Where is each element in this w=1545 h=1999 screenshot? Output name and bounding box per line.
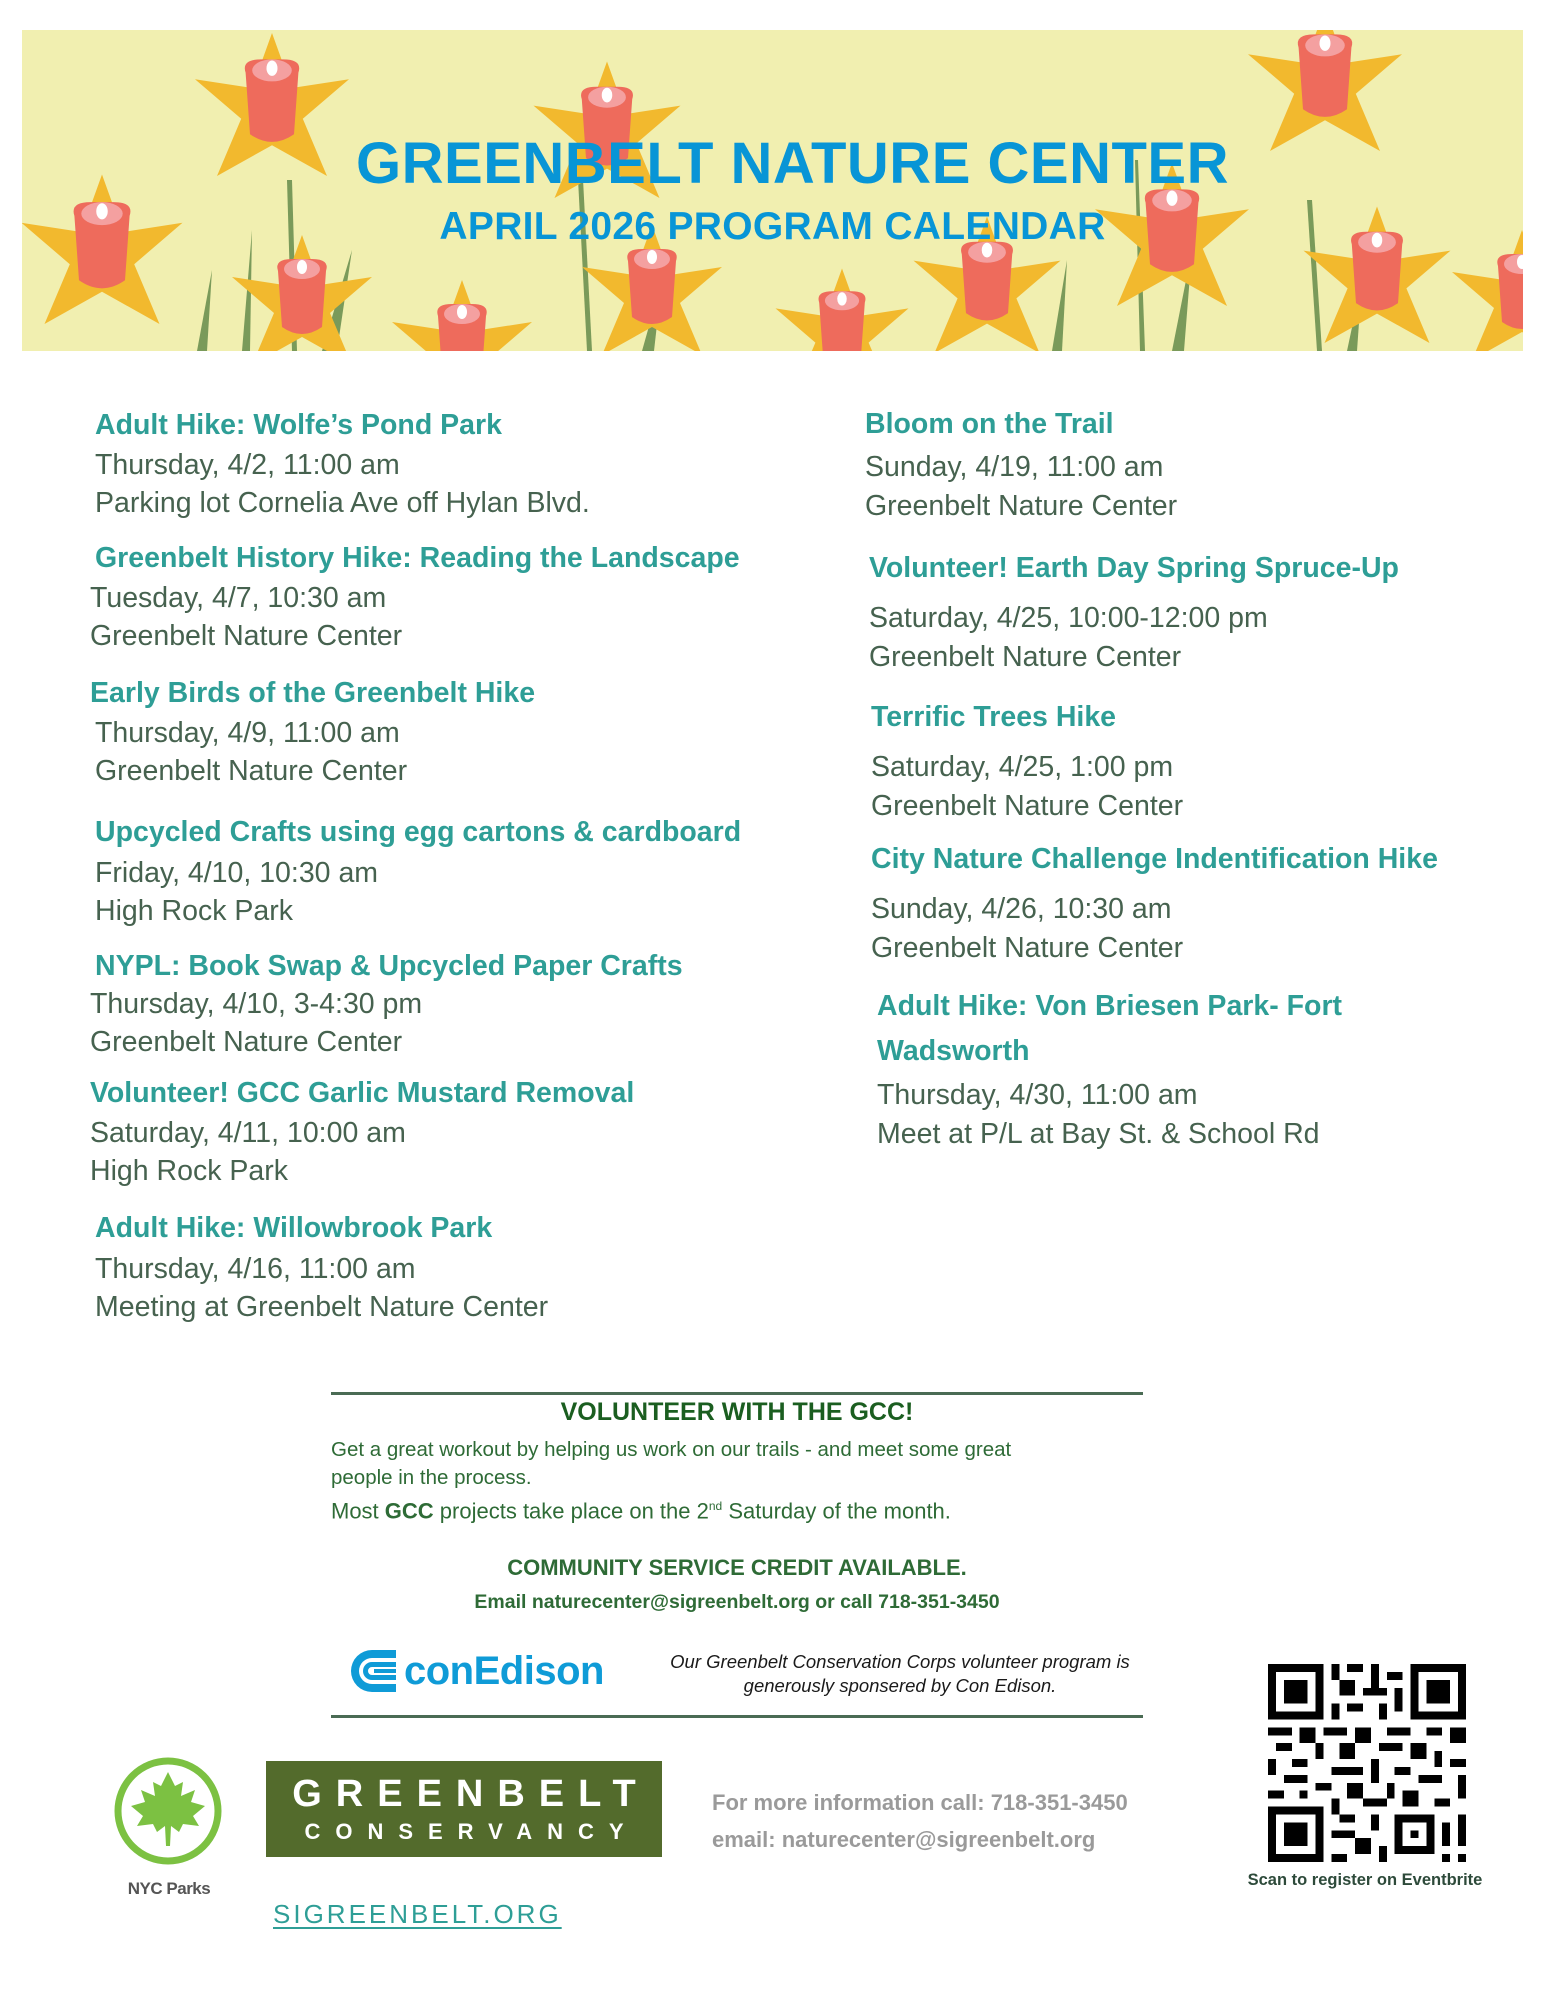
- event-location: Greenbelt Nature Center: [871, 932, 1184, 964]
- qr-code-icon[interactable]: [1268, 1664, 1466, 1862]
- event-title: Upcycled Crafts using egg cartons & cardboard: [95, 816, 742, 848]
- event-location: Greenbelt Nature Center: [90, 620, 403, 652]
- info-phone: For more information call: 718-351-3450: [712, 1790, 1128, 1815]
- info-email: email: naturecenter@sigreenbelt.org: [712, 1827, 1096, 1852]
- logo-line-2: CONSERVANCY: [304, 1819, 639, 1844]
- coned-wordmark: conEdison: [404, 1648, 604, 1693]
- event-title: NYPL: Book Swap & Upcycled Paper Crafts: [95, 950, 683, 982]
- event-location: High Rock Park: [90, 1155, 288, 1187]
- nyc-parks-leaf-icon: [113, 1756, 223, 1866]
- event-date: Thursday, 4/2, 11:00 am: [95, 449, 400, 481]
- header-banner: [22, 30, 1523, 351]
- event-title: Adult Hike: Willowbrook Park: [95, 1212, 493, 1244]
- event-date: Thursday, 4/9, 11:00 am: [95, 717, 400, 749]
- gcc-bold: GCC: [384, 1498, 434, 1524]
- sponsor-line-2: generously sponsered by Con Edison.: [743, 1675, 1057, 1696]
- page-title: GREENBELT NATURE CENTER: [356, 131, 1229, 196]
- event-title: Early Birds of the Greenbelt Hike: [90, 677, 536, 709]
- event-location: Parking lot Cornelia Ave off Hylan Blvd.: [95, 487, 590, 519]
- event-date: Saturday, 4/25, 10:00-12:00 pm: [869, 602, 1268, 634]
- divider: [331, 1715, 1143, 1718]
- event-date: Friday, 4/10, 10:30 am: [95, 857, 379, 889]
- event-location: Greenbelt Nature Center: [865, 490, 1178, 522]
- sponsor-note: [630, 1650, 1170, 1698]
- greenbelt-conservancy-logo: [266, 1761, 662, 1857]
- volunteer-text-3: [331, 1492, 1151, 1525]
- event-location: Greenbelt Nature Center: [871, 790, 1184, 822]
- event-title: Volunteer! GCC Garlic Mustard Removal: [90, 1077, 635, 1109]
- event-location: Meet at P/L at Bay St. & School Rd: [877, 1118, 1320, 1150]
- event-date: Sunday, 4/19, 11:00 am: [865, 451, 1164, 483]
- event-location: Meeting at Greenbelt Nature Center: [95, 1291, 549, 1323]
- coned-c-icon: [346, 1648, 398, 1694]
- coned-logo: [346, 1648, 604, 1694]
- qr-caption: Scan to register on Eventbrite: [1247, 1871, 1483, 1889]
- event-location: Greenbelt Nature Center: [95, 755, 408, 787]
- event-location: Greenbelt Nature Center: [90, 1026, 403, 1058]
- event-title-continued: Wadsworth: [877, 1035, 1030, 1067]
- page-subtitle: APRIL 2026 PROGRAM CALENDAR: [439, 205, 1106, 248]
- event-title: Adult Hike: Von Briesen Park- Fort: [877, 990, 1343, 1022]
- event-location: High Rock Park: [95, 895, 293, 927]
- sponsor-line-1: Our Greenbelt Conservation Corps volunteer program is: [670, 1651, 1130, 1672]
- nyc-parks-label: NYC Parks: [127, 1879, 211, 1898]
- volunteer-text-1: Get a great workout by helping us work on our trails - and meet some great: [331, 1438, 1012, 1461]
- event-title: Greenbelt History Hike: Reading the Landscape: [95, 542, 740, 574]
- event-title: Bloom on the Trail: [865, 408, 1114, 440]
- event-title: City Nature Challenge Indentification Hike: [871, 843, 1438, 875]
- event-date: Thursday, 4/30, 11:00 am: [877, 1079, 1198, 1111]
- event-location: Greenbelt Nature Center: [869, 641, 1182, 673]
- event-date: Sunday, 4/26, 10:30 am: [871, 893, 1172, 925]
- text-segment: Saturday of the month.: [722, 1498, 951, 1524]
- community-credit: COMMUNITY SERVICE CREDIT AVAILABLE.: [507, 1555, 967, 1580]
- divider: [331, 1392, 1143, 1395]
- event-date: Thursday, 4/10, 3-4:30 pm: [90, 988, 423, 1020]
- event-title: Terrific Trees Hike: [871, 701, 1117, 733]
- logo-line-1: GREENBELT: [292, 1773, 650, 1815]
- event-date: Tuesday, 4/7, 10:30 am: [90, 582, 387, 614]
- volunteer-contact: Email naturecenter@sigreenbelt.org or call 718-351-3450: [474, 1591, 1000, 1613]
- website-link[interactable]: SIGREENBELT.ORG: [273, 1899, 562, 1929]
- volunteer-text-2: people in the process.: [331, 1466, 532, 1489]
- event-date: Saturday, 4/25, 1:00 pm: [871, 751, 1174, 783]
- event-title: Volunteer! Earth Day Spring Spruce-Up: [869, 552, 1399, 584]
- text-segment: projects take place on the 2: [433, 1498, 709, 1524]
- event-title: Adult Hike: Wolfe’s Pond Park: [95, 409, 502, 441]
- volunteer-heading: VOLUNTEER WITH THE GCC!: [560, 1398, 914, 1426]
- text-segment: Most: [331, 1498, 385, 1524]
- event-date: Thursday, 4/16, 11:00 am: [95, 1253, 416, 1285]
- event-date: Saturday, 4/11, 10:00 am: [90, 1117, 406, 1149]
- ordinal-suffix: nd: [708, 1499, 723, 1513]
